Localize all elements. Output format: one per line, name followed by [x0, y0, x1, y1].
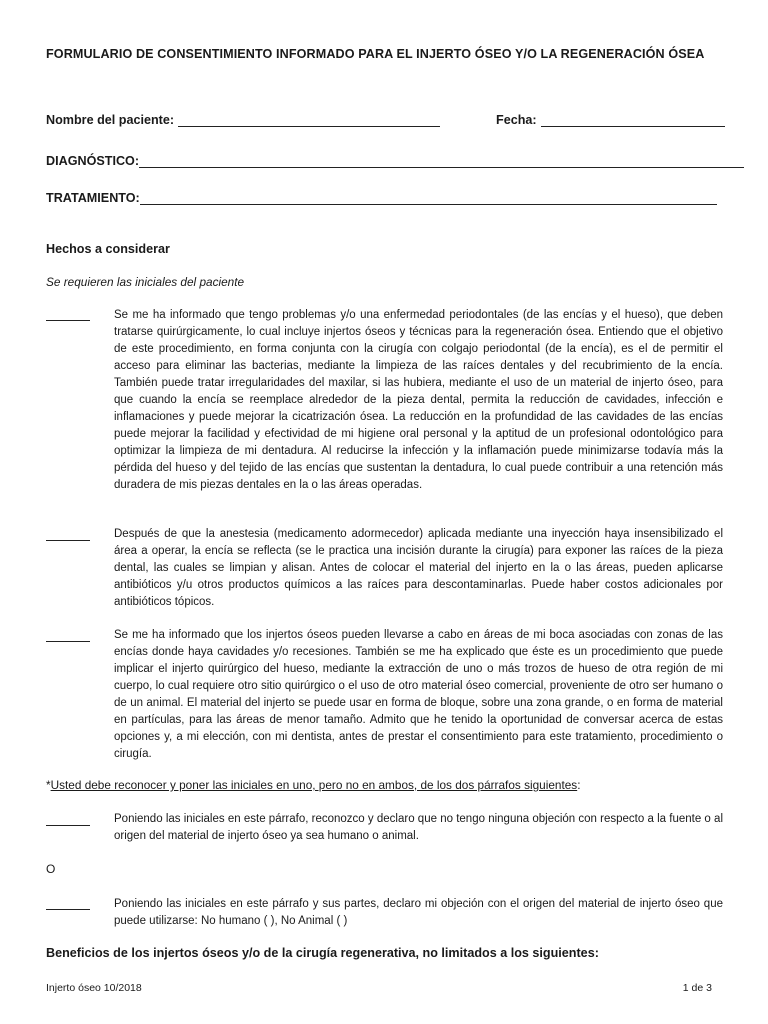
- footer-document-id: Injerto óseo 10/2018: [46, 982, 142, 994]
- treatment-field[interactable]: [140, 191, 717, 205]
- fact-paragraph-1: Se me ha informado que tengo problemas y/o una enfermedad periodontales (de las encías y el hueso), que deben tratarse quirúrgicamente, lo cual incluye injertos óseos y técnicas para la regeneración ósea. Entiendo que el objetivo de este procedimiento, en forma conjunta con la cirugía con colgajo periodontal (de la encía), es el de permitir el acceso para eliminar las bacterias, mediante la limpieza de las raíces dentales y del recubrimiento de la encía. También puede tratar irregularidades del maxilar, si las hubiera, mediante el uso de un material de injerto óseo, para que cuando la encía se reemplace alrededor de la pieza dental, permita la reducción de cavidades, infección e inflamaciones y puede mejorar la cicatrización ósea. La reducción en la profundidad de las cavidades de las encías puede mejorar la facilidad y efectividad de mi higiene oral personal y la aptitud de un profesional odontológico para optimizar la limpieza de mi dentadura. Al reducirse la infección y la inflamación puede minimizarse todavía más la pérdida del hueso y del tejido de las encías que sustentan la dentadura, lo cual puede contribuir a una retención más duradera de mis piezas dentales en la o las áreas operadas.: [114, 309, 723, 491]
- fact-paragraph-3: Se me ha informado que los injertos óseos pueden llevarse a cabo en áreas de mi boca asociadas con zonas de las encías donde haya cavidades y/o recesiones. También se me ha explicado que éste es un procedimiento que puede implicar el injerto quirúrgico del hueso, mediante la extracción de uno o más trozos de hueso de otra región de mi cuerpo, lo cual requiere otro sitio quirúrgico o el uso de otro material óseo comercial, proveniente de otro ser humano o de un animal. El material del injerto se puede usar en forma de bloque, sobre una zona grande, o en forma de material en partículas, para las áreas de menor tamaño. Admito que he tenido la oportunidad de conversar acerca de estas opciones y, a mi elección, con mi dentista, antes de prestar el consentimiento para este tratamiento, procedimiento o cirugía.: [114, 629, 723, 760]
- initials-note: Se requieren las iniciales del paciente: [46, 275, 245, 289]
- benefits-heading: Beneficios de los injertos óseos y/o de la cirugía regenerativa, no limitados a los siguientes:: [46, 946, 599, 960]
- instruction-colon: :: [577, 778, 581, 792]
- facts-heading: Hechos a considerar: [46, 242, 170, 256]
- initials-blank-option-a[interactable]: [46, 825, 90, 826]
- patient-name-label: Nombre del paciente:: [46, 113, 175, 127]
- instruction-asterisk: *: [46, 778, 51, 792]
- treatment-row: [46, 191, 717, 205]
- diagnosis-label: DIAGNÓSTICO:: [46, 154, 140, 168]
- instruction-underlined-text: Usted debe reconocer y poner las iniciales en uno, pero no en ambos, de los dos párrafos siguientes: [50, 778, 578, 792]
- date-row: [496, 113, 725, 127]
- fact-paragraph-2: Después de que la anestesia (medicamento adormecedor) aplicada mediante una inyección haya insensibilizado el área a operar, la encía se reflecta (se le practica una incisión durante la cirugía) para exponer las raíces de la pieza dental, las cuales se limpian y alisan. Antes de colocar el material del injerto en la o las áreas, pueden aplicarse antibióticos y/u otros productos químicos a las raíces para descontaminarlas. Puede haber costos adicionales por antibióticos tópicos.: [114, 528, 723, 608]
- or-label: O: [46, 862, 56, 876]
- patient-name-field[interactable]: [178, 113, 440, 127]
- initials-blank-option-b[interactable]: [46, 909, 90, 910]
- treatment-label: TRATAMIENTO:: [46, 191, 140, 205]
- option-a-paragraph: Poniendo las iniciales en este párrafo, reconozco y declaro que no tengo ninguna objeción con respecto a la fuente o al origen del material de injerto óseo ya sea humano o animal.: [114, 813, 723, 842]
- patient-name-row: [46, 113, 440, 127]
- diagnosis-row: [46, 154, 744, 168]
- date-field[interactable]: [541, 113, 725, 127]
- option-b-paragraph: Poniendo las iniciales en este párrafo y sus partes, declaro mi objeción con el origen del material de injerto óseo que puede utilizarse: No humano ( ), No Animal ( ): [114, 898, 723, 927]
- footer-page-number: 1 de 3: [682, 982, 712, 994]
- form-title: FORMULARIO DE CONSENTIMIENTO INFORMADO PARA EL INJERTO ÓSEO Y/O LA REGENERACIÓN ÓSEA: [46, 47, 705, 61]
- initials-blank-1[interactable]: [46, 320, 90, 321]
- initials-instruction: [46, 778, 580, 792]
- initials-blank-3[interactable]: [46, 641, 90, 642]
- initials-blank-2[interactable]: [46, 540, 90, 541]
- date-label: Fecha:: [496, 113, 537, 127]
- diagnosis-field[interactable]: [139, 154, 744, 168]
